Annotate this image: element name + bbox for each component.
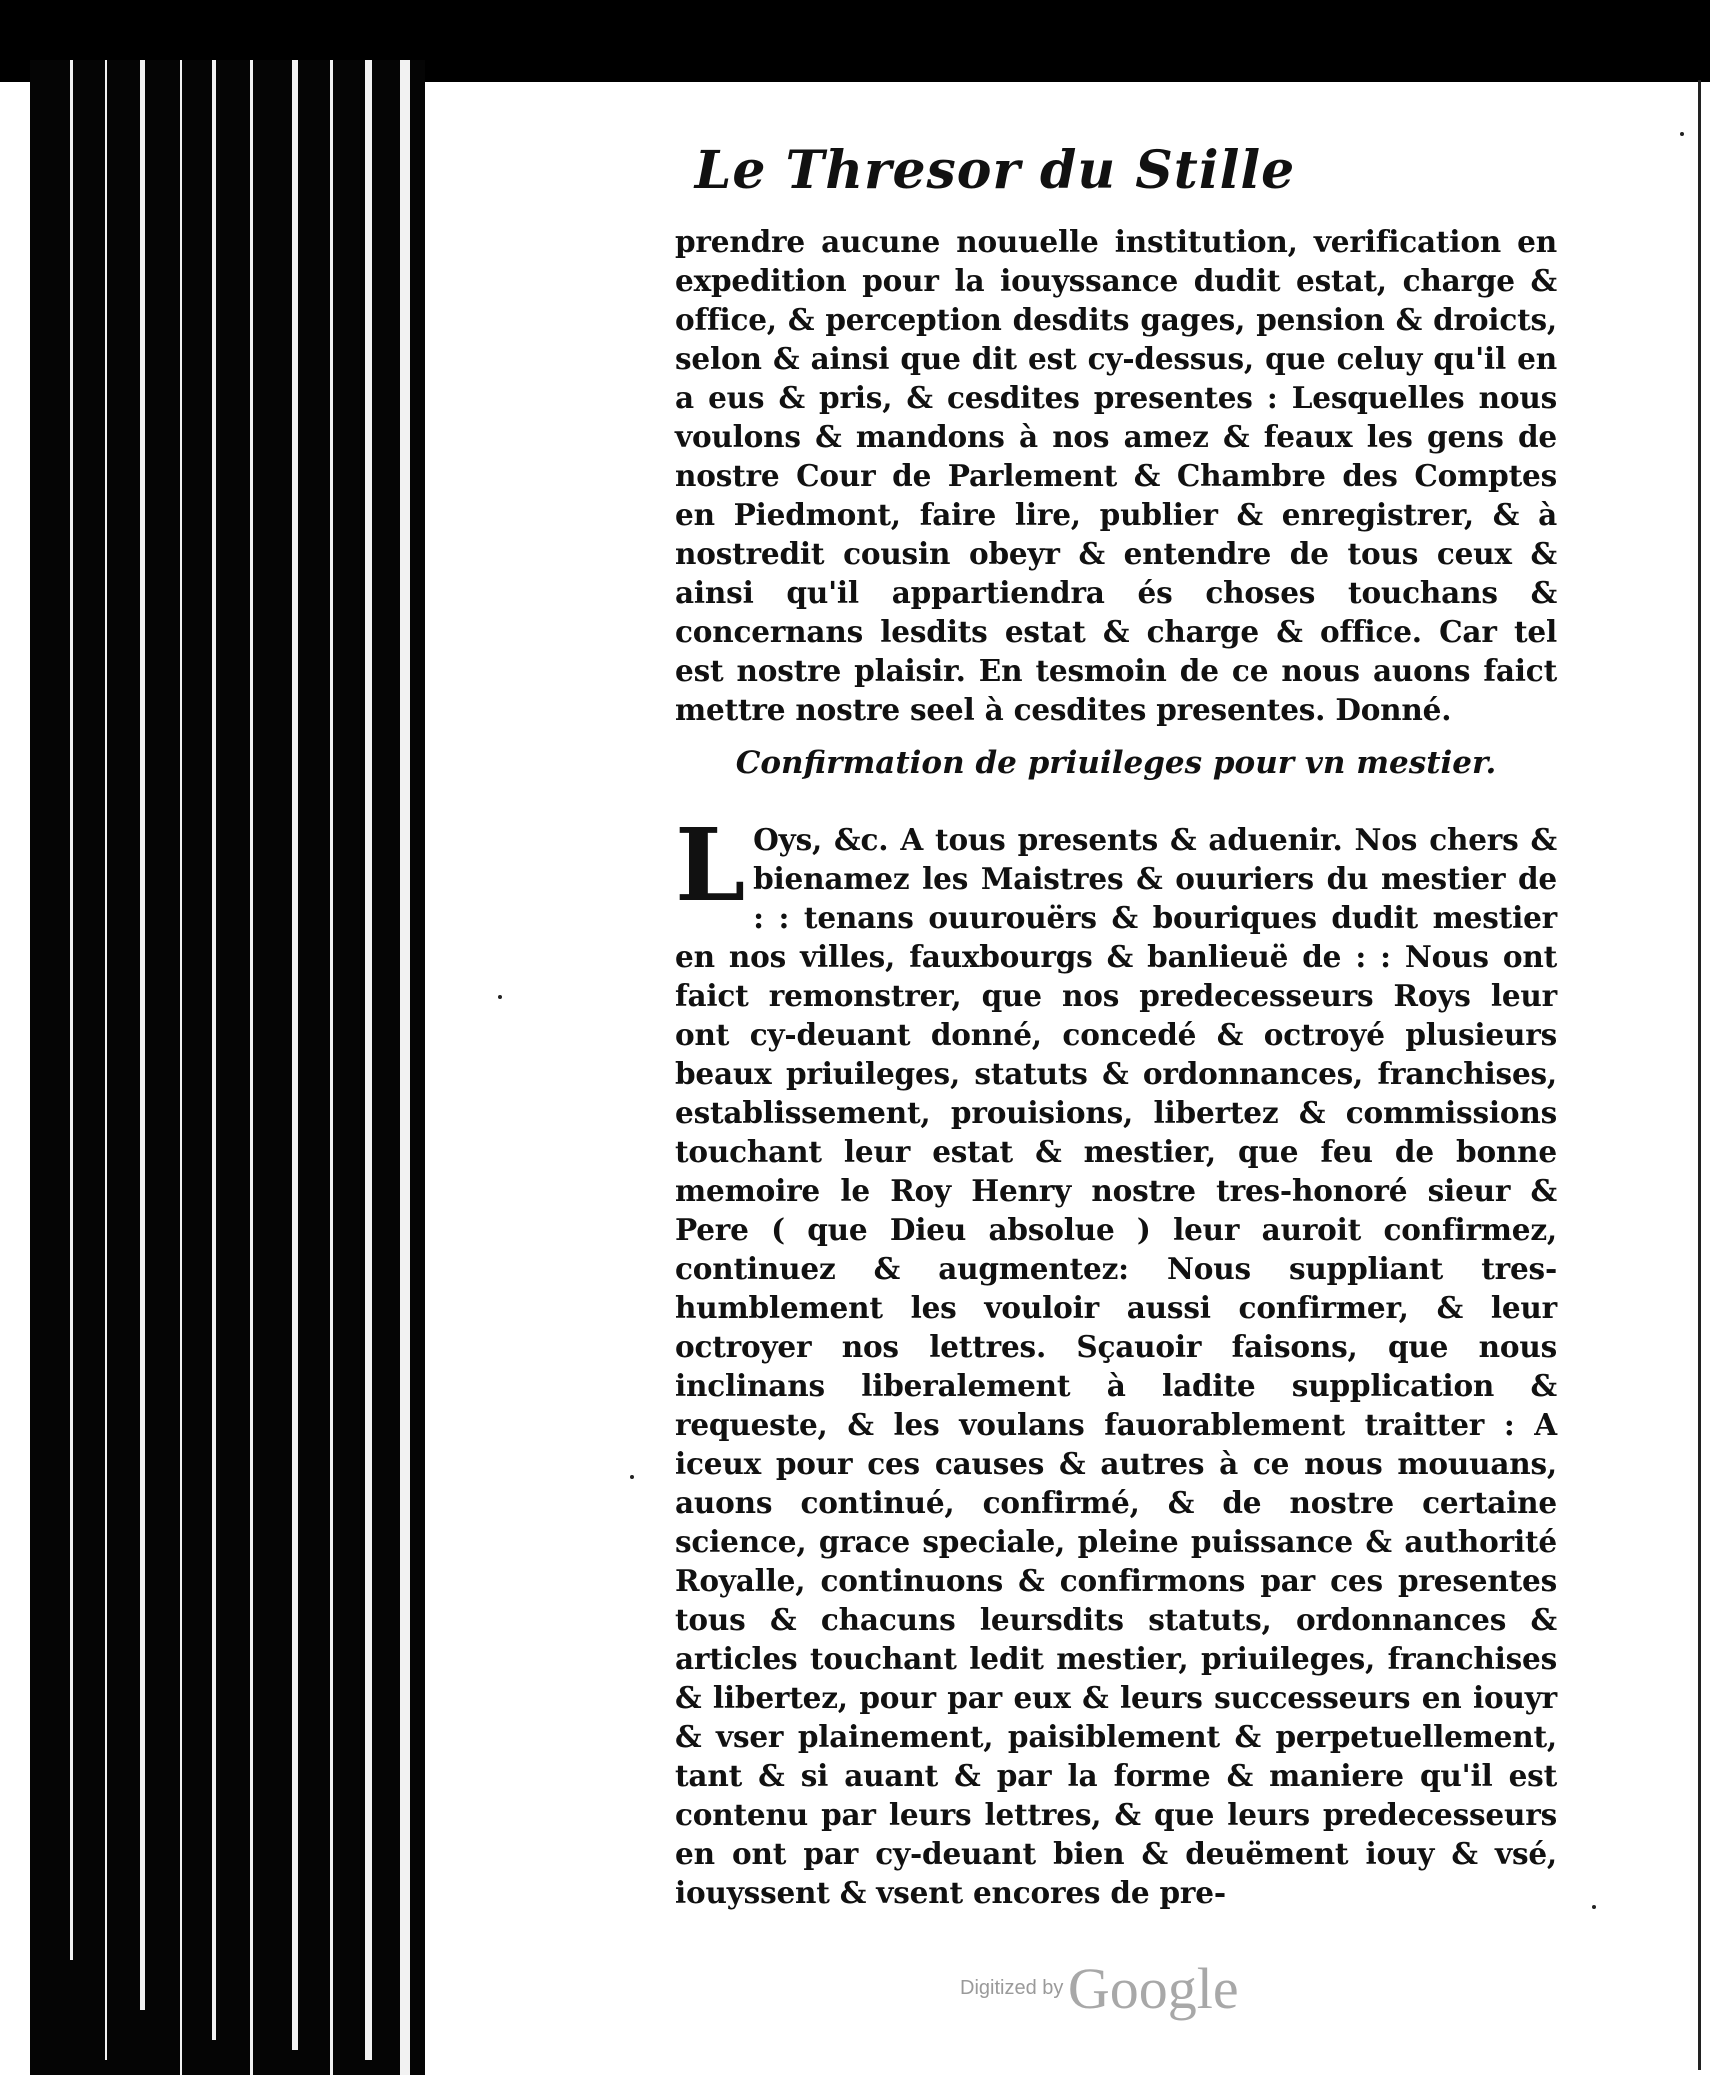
paragraph-letters-patent <box>675 806 1557 1912</box>
scan-speck <box>1680 132 1684 136</box>
section-title: Confirmation de priuileges pour vn mestier. <box>735 745 1497 781</box>
scan-speck <box>1592 1905 1596 1909</box>
digitized-watermark <box>960 1955 1239 2022</box>
page-edge-streak <box>400 60 410 2075</box>
page-edge-streak <box>292 60 298 2050</box>
scan-left-margin <box>0 0 30 2078</box>
watermark-brand: Google <box>1067 1956 1239 2021</box>
scan-speck <box>498 995 502 999</box>
page-edge-streak <box>70 60 73 1960</box>
page-edge-streak <box>330 60 333 2075</box>
page-edge-streak <box>250 60 253 2075</box>
page-edge-streak <box>105 60 107 2060</box>
page-edge-streak <box>140 60 145 2010</box>
running-head: Le Thresor du Stille <box>694 140 1296 201</box>
paragraph-body: Oys, &c. A tous presents & aduenir. Nos chers & bienamez les Maistres & ouuriers du mestier de : : tenans ouurouërs & bouriques dudit mestier en nos villes, fauxbourgs & banlieuë de : : Nous ont faict remonstrer, que nos predecesseurs Roys leur ont cy-deuant donné, concedé & octroyé plusieurs beaux priuileges, statuts & ordonnances, franchises, establissement, prouisions, libertez & commissions touchant leur estat & mestier, que feu de bonne memoire le Roy Henry nostre tres-honoré sieur & Pere ( que Dieu absolue ) leur auroit confirmez, continuez & augmentez: Nous suppliant tres-humblement les vouloir aussi confirmer, & leur octroyer nos lettres. Sçauoir faisons, que nous inclinans liberalement à ladite supplication & requeste, & les voulans fauorablement traitter : A iceux pour ces causes & autres à ce nous mouuans, auons continué, confirmé, & de nostre certaine science, grace speciale, pleine puissance & authorité Royalle, continuons & confirmons par ces presentes tous & chacuns leursdits statuts, ordonnances & articles touchant ledit mestier, priuileges, franchises & libertez, pour par eux & leurs successeurs en iouyr & vser plainement, paisiblement & perpetuellement, tant & si auant & par la forme & maniere qu'il est contenu par leurs lettres, & que leurs predecesseurs en ont par cy-deuant bien & deuëment iouy & vsé, iouyssent & vsent encores de pre- <box>675 822 1557 1910</box>
paragraph-continued: prendre aucune nouuelle institution, verification en expedition pour la iouyssance dudit estat, charge & office, & perception desdits gages, pension & droicts, selon & ainsi que dit est cy-dessus, que celuy qu'il en a eus & pris, & cesdites presentes : Lesquelles nous voulons & mandons à nos amez & feaux les gens de nostre Cour de Parlement & Chambre des Comptes en Piedmont, faire lire, publier & enregistrer, & à nostredit cousin obeyr & entendre de tous ceux & ainsi qu'il appartiendra és choses touchans & concernans lesdits estat & charge & office. Car tel est nostre plaisir. En tesmoin de ce nous auons faict mettre nostre seel à cesdites presentes. Donné. <box>675 224 1557 727</box>
page-edge-shadow <box>30 60 425 2075</box>
scan-speck <box>630 1475 634 1479</box>
watermark-prefix: Digitized by <box>960 1977 1064 1999</box>
page-edge-streak <box>180 60 182 2075</box>
page-edge-streak <box>212 60 216 2040</box>
page-edge-streak <box>365 60 372 2060</box>
page-right-edge <box>1698 80 1701 2070</box>
drop-cap-initial: L <box>675 806 746 924</box>
